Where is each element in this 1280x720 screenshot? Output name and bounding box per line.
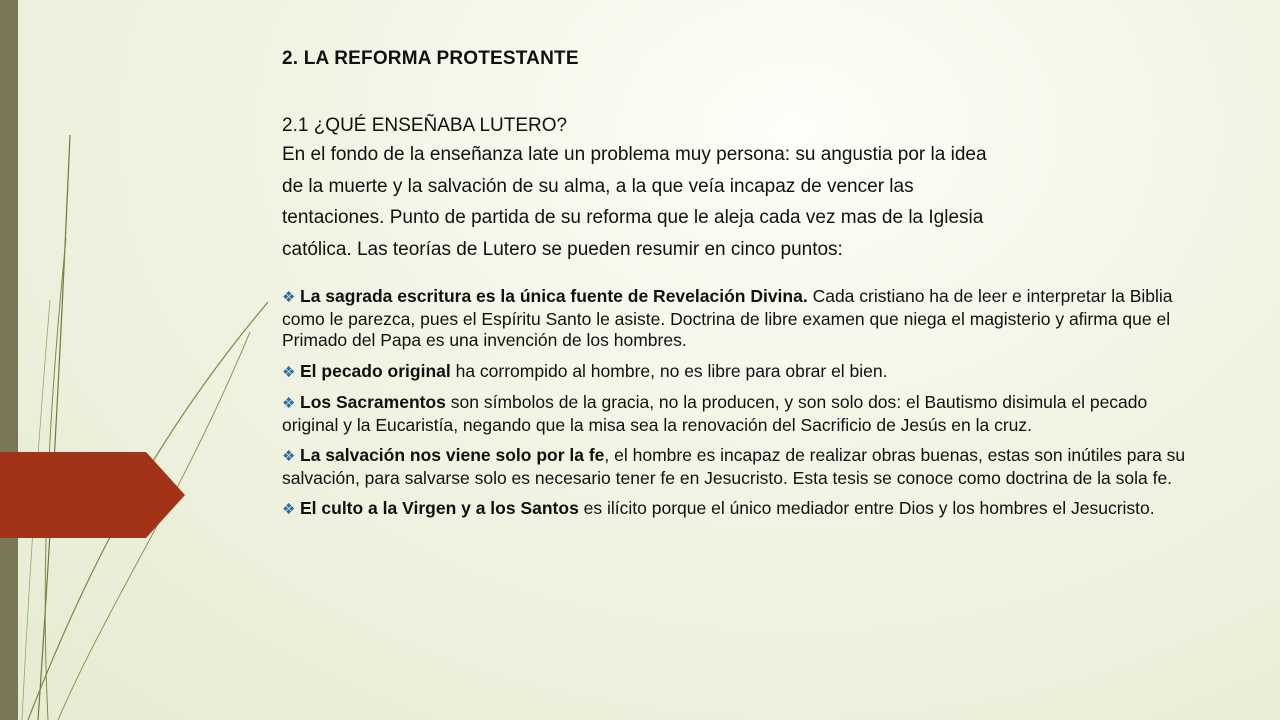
diamond-bullet-icon: ❖ <box>282 395 296 412</box>
bullet-text: , el hombre es incapaz de realizar obras buenas, estas son inútiles para su salvación, para salvarse solo es necesario tener fe en Jesucristo. Esta tesis se conoce como doctrina de la sola fe. <box>282 445 1186 488</box>
intro-line: católica. Las teorías de Lutero se pueden resumir en cinco puntos: <box>282 238 843 260</box>
bullet-text: ha corrompido al hombre, no es libre para obrar el bien. <box>450 360 888 381</box>
diamond-bullet-icon: ❖ <box>282 448 296 465</box>
bullet-text: es ilícito porque el único mediador entre Dios y los hombres el Jesucristo. <box>578 498 1155 518</box>
bullet-bold-text: El pecado original <box>300 360 451 381</box>
section-subtitle: 2.1 ¿QUÉ ENSEÑABA LUTERO? <box>282 115 568 136</box>
decorative-lines <box>0 0 300 720</box>
intro-line: En el fondo de la enseñanza late un problema muy persona: su angustia por la idea <box>282 144 987 165</box>
bullet-item <box>282 286 1202 352</box>
bullet-bold-text: La sagrada escritura es la única fuente de Revelación Divina. <box>300 286 808 306</box>
diamond-bullet-icon: ❖ <box>282 289 296 306</box>
red-arrow-shape <box>0 452 185 538</box>
bullet-list <box>282 286 1202 530</box>
intro-line: tentaciones. Punto de partida de su reforma que le aleja cada vez mas de la Iglesia <box>282 207 984 228</box>
bullet-item <box>282 498 1202 521</box>
intro-line: de la muerte y la salvación de su alma, a la que veía incapaz de vencer las <box>282 175 914 197</box>
intro-paragraph <box>282 139 1187 265</box>
diamond-bullet-icon: ❖ <box>282 501 296 518</box>
bullet-item <box>282 361 1202 384</box>
diamond-bullet-icon: ❖ <box>282 363 296 381</box>
bullet-item <box>282 445 1202 489</box>
bullet-text: son símbolos de la gracia, no la producen, y son solo dos: el Bautismo disimula el pecado original y la Eucaristía, negando que la misa sea la renovación del Sacrificio de Jesús en la cruz. <box>282 392 1148 435</box>
bullet-bold-text: La salvación nos viene solo por la fe <box>300 445 605 465</box>
bullet-text: Cada cristiano ha de leer e interpretar la Biblia como le parezca, pues el Espíritu Santo le asiste. Doctrina de libre examen que niega el magisterio y afirma que el Primado del Papa es una invención de los hombres. <box>282 286 1173 350</box>
bullet-item <box>282 392 1202 436</box>
bullet-bold-text: El culto a la Virgen y a los Santos <box>300 498 579 518</box>
slide-title: 2. LA REFORMA PROTESTANTE <box>282 48 579 69</box>
bullet-bold-text: Los Sacramentos <box>300 392 446 412</box>
